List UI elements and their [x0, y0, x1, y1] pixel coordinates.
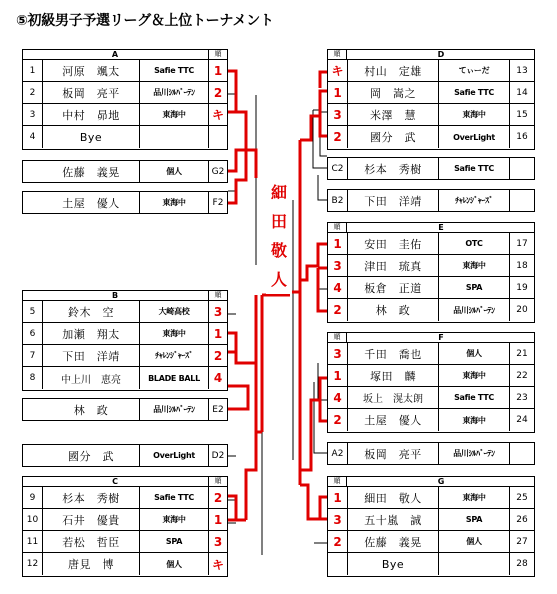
club-name: 個人	[438, 343, 510, 364]
group-c	[22, 476, 228, 577]
seed-slot-e2	[22, 398, 228, 421]
club-name: Safie TTC	[139, 487, 209, 508]
club-name: 東海中	[438, 365, 510, 386]
seed-slot-f2	[22, 191, 228, 214]
club-name: Safie TTC	[438, 158, 510, 179]
player-name: 下田 洋靖	[62, 349, 120, 363]
entry-number: 8	[23, 367, 43, 389]
player-name: 佐藤 義晃	[364, 535, 422, 549]
player-name: 村山 定雄	[364, 64, 422, 78]
club-name: 東海中	[139, 104, 209, 125]
table-row	[23, 367, 227, 389]
rank-value: キ	[211, 108, 224, 122]
club-name: 東海中	[438, 104, 510, 125]
player-name: 細田 敬人	[364, 491, 422, 505]
rank-header: 順	[208, 477, 227, 486]
club-name: OverLight	[438, 126, 510, 148]
entry-number: 24	[516, 415, 528, 425]
player-name: 安田 圭佑	[364, 237, 422, 251]
rank-value: 1	[213, 512, 223, 527]
player-name: 千田 喬也	[364, 347, 422, 361]
club-name: 大崎高校	[139, 301, 209, 322]
rank-header: 順	[208, 50, 227, 59]
entry-number: 17	[516, 238, 528, 249]
group-name: C	[112, 477, 118, 486]
rank-value: 4	[328, 387, 348, 408]
club-name: BLADE BALL	[139, 367, 209, 389]
seed-label: E2	[212, 404, 224, 415]
group-a	[22, 49, 228, 150]
table-row	[328, 82, 534, 104]
table-row	[23, 509, 227, 531]
group-name: F	[438, 333, 444, 342]
rank-header: 順	[328, 223, 347, 232]
table-row	[328, 387, 534, 409]
entry-number: 7	[23, 345, 43, 366]
rank-value: 1	[328, 365, 348, 386]
rank-header: 順	[328, 50, 347, 59]
rank-value: 3	[328, 343, 348, 364]
player-name: 土屋 優人	[364, 414, 422, 427]
player-name: 板倉 正道	[364, 281, 422, 295]
rank-value: キ	[328, 60, 348, 81]
seed-slot-a2	[327, 442, 535, 465]
club-name	[438, 553, 510, 575]
seed-slot-b2	[327, 189, 535, 212]
seed-label: F2	[212, 197, 224, 208]
player-name: 中上川 恵亮	[61, 374, 121, 386]
entry-number: 3	[23, 104, 43, 125]
group-name: A	[111, 50, 119, 59]
player-name: 鈴木 空	[68, 305, 114, 319]
champion-char: 人	[270, 270, 287, 289]
club-name: ﾁｬﾚﾝｼﾞｬｰｽﾞ	[438, 190, 510, 211]
table-row	[23, 323, 227, 345]
player-name: 塚田 麟	[370, 369, 416, 383]
club-name: 品川ｼﾙﾊﾞｰﾃﾝ	[438, 443, 510, 464]
rank-header: 順	[208, 291, 227, 300]
club-name: 東海中	[438, 255, 510, 276]
club-name: OTC	[438, 233, 510, 254]
rank-header: 順	[328, 333, 347, 342]
group-g	[327, 476, 535, 577]
entry-number: 16	[516, 132, 528, 142]
club-name: てぃーだ	[438, 60, 510, 81]
entry-number: 21	[516, 348, 528, 359]
group-name: E	[438, 223, 444, 232]
rank-value: 2	[328, 299, 348, 321]
table-row	[23, 126, 227, 148]
player-name: 林 政	[73, 403, 109, 417]
club-name: 東海中	[438, 487, 510, 508]
table-row	[328, 126, 534, 148]
entry-number: 26	[516, 514, 528, 525]
table-row	[23, 60, 227, 82]
table-row	[328, 365, 534, 387]
club-name: 東海中	[139, 323, 209, 344]
rank-value: 2	[328, 531, 348, 552]
table-row	[328, 509, 534, 531]
rank-value: 1	[328, 487, 348, 508]
rank-value: 3	[213, 534, 223, 549]
club-name: 品川ｼﾙﾊﾞｰﾃﾝ	[438, 299, 510, 321]
page-title: ⑤初級男子予選リーグ＆上位トーナメント	[16, 13, 274, 29]
entry-number: 27	[516, 536, 528, 547]
entry-number: 11	[23, 531, 43, 552]
club-name: 東海中	[139, 509, 209, 530]
table-row	[328, 233, 534, 255]
rank-value: 1	[213, 326, 223, 341]
player-name: 中村 昴地	[62, 108, 120, 122]
rank-header: 順	[328, 477, 347, 486]
club-name: Safie TTC	[139, 60, 209, 81]
player-name: 國分 武	[68, 449, 114, 463]
table-row	[23, 531, 227, 553]
table-row	[23, 301, 227, 323]
table-row	[328, 343, 534, 365]
club-name: ﾁｬﾚﾝｼﾞｬｰｽﾞ	[139, 345, 209, 366]
club-name	[139, 126, 209, 148]
entry-number: 10	[23, 509, 43, 530]
club-name: 個人	[139, 553, 209, 575]
rank-value	[328, 553, 348, 575]
table-row	[328, 487, 534, 509]
club-name: 東海中	[139, 192, 209, 213]
seed-slot-d2	[22, 444, 228, 467]
player-name: 國分 武	[370, 131, 416, 144]
entry-number: 19	[516, 282, 528, 293]
entry-number: 2	[23, 82, 43, 103]
club-name: SPA	[139, 531, 209, 552]
rank-value: 2	[213, 490, 223, 505]
player-name: 坂上 滉太朗	[363, 394, 423, 405]
seed-label: D2	[211, 450, 225, 461]
entry-number: 22	[516, 370, 528, 381]
table-row	[328, 104, 534, 126]
rank-value: 3	[213, 304, 223, 319]
rank-value	[209, 126, 227, 148]
group-name: D	[437, 50, 445, 59]
player-name: 津田 琉真	[364, 259, 422, 273]
table-row	[328, 277, 534, 299]
rank-value: 4	[213, 371, 223, 385]
player-name: 土屋 優人	[62, 196, 120, 210]
table-row	[23, 553, 227, 575]
entry-number: 1	[23, 60, 43, 81]
seed-slot-g2	[22, 160, 228, 183]
player-name: 若松 哲臣	[62, 535, 120, 549]
club-name: 東海中	[438, 409, 510, 431]
group-d	[327, 49, 535, 150]
table-row	[23, 487, 227, 509]
table-row	[23, 82, 227, 104]
player-name: 加瀬 翔太	[62, 327, 120, 341]
club-name: SPA	[438, 277, 510, 298]
group-b	[22, 290, 228, 391]
rank-value: 2	[213, 348, 223, 363]
seed-label: B2	[328, 190, 348, 211]
table-row	[328, 299, 534, 321]
club-name: Safie TTC	[438, 82, 510, 103]
entry-number: 23	[516, 392, 528, 403]
player-name: 岡 嵩之	[370, 86, 416, 100]
table-row	[328, 60, 534, 82]
player-name: Bye	[381, 557, 405, 571]
table-row	[23, 104, 227, 126]
seed-label: G2	[211, 166, 225, 177]
seed-label: C2	[328, 158, 348, 179]
entry-number: 14	[516, 87, 528, 98]
seed-slot-c2	[327, 157, 535, 180]
table-row	[328, 255, 534, 277]
player-name: 杉本 秀樹	[364, 162, 422, 176]
rank-value: 4	[328, 277, 348, 298]
rank-value: 3	[328, 255, 348, 276]
entry-number: 9	[23, 487, 43, 508]
club-name: 個人	[438, 531, 510, 552]
entry-number: 18	[516, 260, 528, 271]
table-row	[328, 553, 534, 575]
table-row	[23, 345, 227, 367]
table-row	[328, 531, 534, 553]
rank-value: 1	[328, 82, 348, 103]
rank-value: 3	[328, 509, 348, 530]
player-name: 板岡 亮平	[364, 447, 422, 461]
player-name: 五十嵐 誠	[364, 513, 422, 527]
entry-number: 12	[23, 553, 43, 575]
club-name: 個人	[139, 161, 209, 182]
club-name: SPA	[438, 509, 510, 530]
player-name: 林 政	[375, 304, 411, 317]
player-name: 米澤 慧	[370, 108, 416, 122]
entry-number: 6	[23, 323, 43, 344]
player-name: 板岡 亮平	[62, 86, 120, 100]
champion-char: 敬	[270, 241, 287, 260]
entry-number: 13	[516, 65, 528, 76]
entry-number: 28	[516, 559, 528, 569]
seed-label: A2	[328, 443, 348, 464]
entry-number: 4	[23, 126, 43, 148]
group-f	[327, 332, 535, 433]
rank-value: 3	[328, 104, 348, 125]
club-name: OverLight	[139, 445, 209, 466]
player-name: Bye	[79, 130, 103, 144]
player-name: 河原 颯太	[62, 64, 120, 78]
entry-number: 5	[23, 301, 43, 322]
champion-name	[266, 178, 292, 294]
rank-value: 2	[213, 85, 223, 100]
group-name: G	[437, 477, 445, 486]
group-name: B	[111, 291, 119, 300]
rank-value: 1	[328, 233, 348, 254]
rank-value: キ	[211, 557, 224, 572]
champion-char: 細	[270, 183, 287, 202]
rank-value: 2	[328, 126, 348, 148]
player-name: 石井 優貴	[62, 513, 120, 527]
entry-number: 15	[516, 109, 528, 120]
club-name: 品川ｼﾙﾊﾞｰﾃﾝ	[139, 82, 209, 103]
player-name: 佐藤 義晃	[62, 165, 120, 179]
table-row	[328, 409, 534, 431]
rank-value: 2	[328, 409, 348, 431]
group-e	[327, 222, 535, 323]
entry-number: 20	[516, 305, 528, 315]
player-name: 杉本 秀樹	[62, 491, 120, 505]
champion-char: 田	[270, 212, 287, 231]
player-name: 下田 洋靖	[364, 194, 422, 208]
entry-number: 25	[516, 492, 528, 503]
club-name: 品川ｼﾙﾊﾞｰﾃﾝ	[139, 399, 209, 420]
rank-value: 1	[213, 63, 223, 78]
player-name: 唐見 博	[68, 558, 114, 571]
club-name: Safie TTC	[438, 387, 510, 408]
